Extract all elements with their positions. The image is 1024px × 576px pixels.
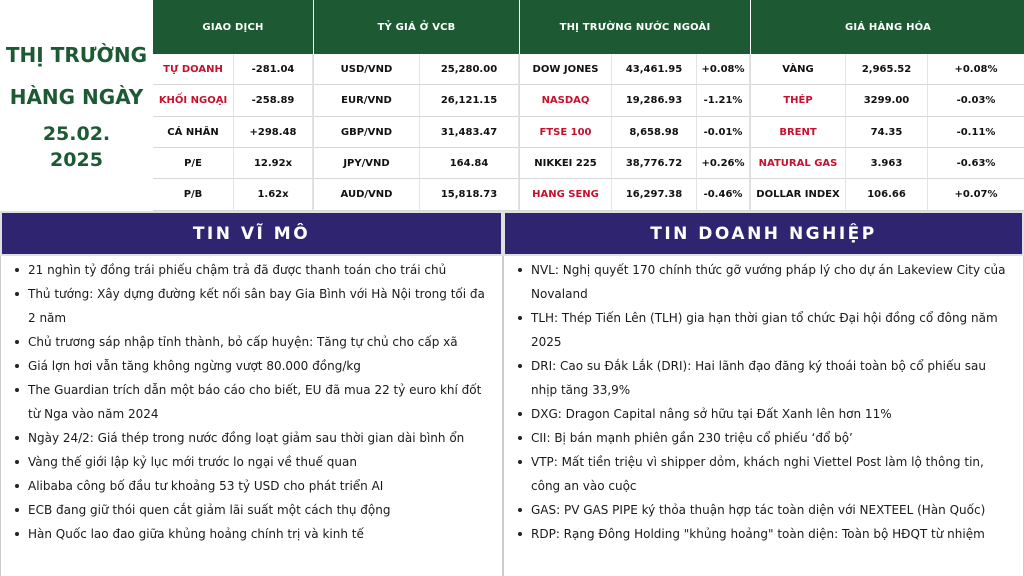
commodity-name: BRENT	[751, 117, 846, 148]
commodity-price: 2,965.52	[846, 54, 928, 85]
corporate-news-heading: TIN DOANH NGHIỆP	[503, 211, 1024, 256]
report-title-block	[0, 0, 153, 211]
news-item: Hàn Quốc lao đao giữa khủng hoảng chính trị và kinh tế	[13, 522, 494, 546]
fx-pair: GBP/VND	[314, 117, 420, 148]
index-name: FTSE 100	[520, 117, 612, 148]
trading-value: +298.48	[234, 117, 313, 148]
trading-value: 1.62x	[234, 179, 313, 211]
index-value: 8,658.98	[612, 117, 697, 148]
corporate-news-panel	[503, 256, 1024, 576]
fx-rate: 25,280.00	[420, 54, 519, 85]
news-item: DXG: Dragon Capital nâng sở hữu tại Đất Xanh lên hơn 11%	[516, 402, 1013, 426]
index-change: -0.01%	[697, 117, 750, 148]
commodity-change: -0.63%	[928, 148, 1024, 179]
commodity-change: +0.07%	[928, 179, 1024, 211]
index-change: -0.46%	[697, 179, 750, 211]
header-trading: GIAO DỊCH	[153, 0, 313, 54]
corporate-news-list	[516, 258, 1013, 546]
news-item: RDP: Rạng Đông Holding "khủng hoảng" toàn diện: Toàn bộ HĐQT từ nhiệm	[516, 522, 1013, 546]
news-item: The Guardian trích dẫn một báo cáo cho biết, EU đã mua 22 tỷ euro khí đốt từ Nga vào năm 2024	[13, 378, 494, 426]
trading-label: CÁ NHÂN	[153, 117, 234, 148]
news-item: TLH: Thép Tiến Lên (TLH) gia hạn thời gian tổ chức Đại hội đồng cổ đông năm 2025	[516, 306, 1013, 354]
news-item: Giá lợn hơi vẫn tăng không ngừng vượt 80.000 đồng/kg	[13, 354, 494, 378]
news-item: Chủ trương sáp nhập tỉnh thành, bỏ cấp huyện: Tăng tự chủ cho cấp xã	[13, 330, 494, 354]
commodity-change: -0.11%	[928, 117, 1024, 148]
index-value: 19,286.93	[612, 85, 697, 117]
fx-pair: EUR/VND	[314, 85, 420, 117]
commodity-price: 74.35	[846, 117, 928, 148]
market-table	[153, 0, 1024, 211]
fx-pair: JPY/VND	[314, 148, 420, 179]
news-item: Vàng thế giới lập kỷ lục mới trước lo ngại về thuế quan	[13, 450, 494, 474]
report-title-line1: THỊ TRƯỜNG	[5, 42, 148, 67]
trading-value: -281.04	[234, 54, 313, 85]
news-item: CII: Bị bán mạnh phiên gần 230 triệu cổ phiếu ‘đổ bộ’	[516, 426, 1013, 450]
news-item: Alibaba công bố đầu tư khoảng 53 tỷ USD cho phát triển AI	[13, 474, 494, 498]
report-date-line2: 2025	[50, 148, 103, 171]
commodity-name: THÉP	[751, 85, 846, 117]
index-name: DOW JONES	[520, 54, 612, 85]
commodity-change: -0.03%	[928, 85, 1024, 117]
fx-rate: 26,121.15	[420, 85, 519, 117]
commodity-price: 3299.00	[846, 85, 928, 117]
report-title-line2: HÀNG NGÀY	[9, 84, 144, 109]
commodity-name: NATURAL GAS	[751, 148, 846, 179]
trading-value: -258.89	[234, 85, 313, 117]
header-fx: TỶ GIÁ Ở VCB	[314, 0, 519, 54]
report-date-line1: 25.02.	[42, 122, 111, 145]
index-name: NIKKEI 225	[520, 148, 612, 179]
news-item: ECB đang giữ thói quen cắt giảm lãi suất một cách thụ động	[13, 498, 494, 522]
news-item: Ngày 24/2: Giá thép trong nước đồng loạt giảm sau thời gian dài bình ổn	[13, 426, 494, 450]
index-change: -1.21%	[697, 85, 750, 117]
commodity-price: 3.963	[846, 148, 928, 179]
trading-label: P/E	[153, 148, 234, 179]
news-item: NVL: Nghị quyết 170 chính thức gỡ vướng pháp lý cho dự án Lakeview City của Novaland	[516, 258, 1013, 306]
commodity-name: DOLLAR INDEX	[751, 179, 846, 211]
index-change: +0.26%	[697, 148, 750, 179]
macro-news-list	[13, 258, 494, 546]
trading-label: TỰ DOANH	[153, 54, 234, 85]
trading-label: P/B	[153, 179, 234, 211]
macro-news-panel	[0, 256, 503, 576]
header-foreign-markets: THỊ TRƯỜNG NƯỚC NGOÀI	[520, 0, 750, 54]
index-value: 16,297.38	[612, 179, 697, 211]
fx-rate: 15,818.73	[420, 179, 519, 211]
index-name: HANG SENG	[520, 179, 612, 211]
index-change: +0.08%	[697, 54, 750, 85]
trading-value: 12.92x	[234, 148, 313, 179]
commodity-name: VÀNG	[751, 54, 846, 85]
macro-news-heading: TIN VĨ MÔ	[0, 211, 503, 256]
fx-rate: 164.84	[420, 148, 519, 179]
commodity-change: +0.08%	[928, 54, 1024, 85]
news-item: GAS: PV GAS PIPE ký thỏa thuận hợp tác toàn diện với NEXTEEL (Hàn Quốc)	[516, 498, 1013, 522]
news-item: 21 nghìn tỷ đồng trái phiếu chậm trả đã được thanh toán cho trái chủ	[13, 258, 494, 282]
header-commodities: GIÁ HÀNG HÓA	[751, 0, 1024, 54]
fx-rate: 31,483.47	[420, 117, 519, 148]
news-item: VTP: Mất tiền triệu vì shipper dỏm, khách nghi Viettel Post làm lộ thông tin, công an vào cuộc	[516, 450, 1013, 498]
fx-pair: AUD/VND	[314, 179, 420, 211]
news-item: DRI: Cao su Đắk Lắk (DRI): Hai lãnh đạo đăng ký thoái toàn bộ cổ phiếu sau nhịp tăng 33,9%	[516, 354, 1013, 402]
trading-label: KHỐI NGOẠI	[153, 85, 234, 117]
index-value: 38,776.72	[612, 148, 697, 179]
commodity-price: 106.66	[846, 179, 928, 211]
index-value: 43,461.95	[612, 54, 697, 85]
index-name: NASDAQ	[520, 85, 612, 117]
fx-pair: USD/VND	[314, 54, 420, 85]
news-item: Thủ tướng: Xây dựng đường kết nối sân bay Gia Bình với Hà Nội trong tối đa 2 năm	[13, 282, 494, 330]
